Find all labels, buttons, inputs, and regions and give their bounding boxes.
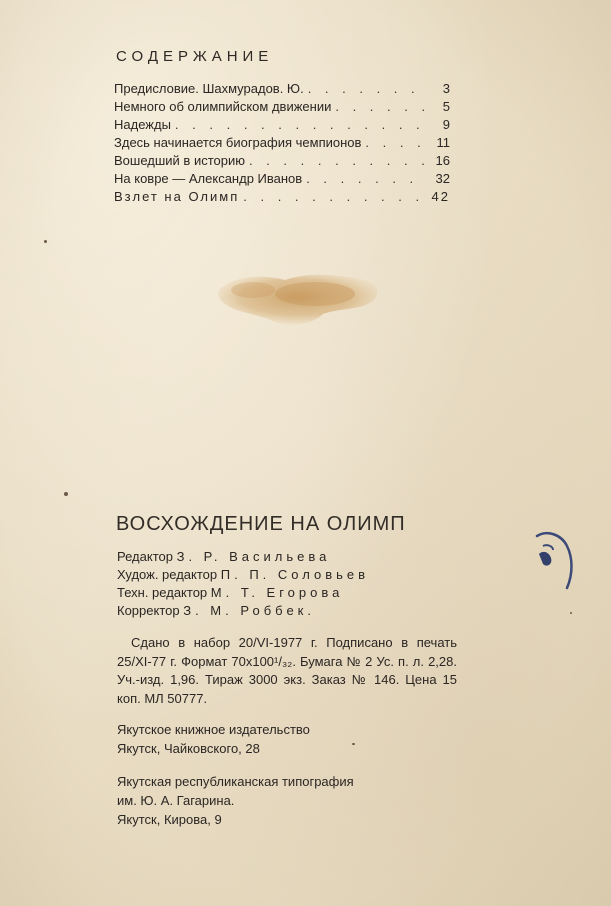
paper-stain: [215, 270, 383, 330]
credit-row: [117, 584, 369, 602]
toc-entry: [114, 98, 450, 116]
paper-speck: [44, 240, 47, 243]
credits-list: [117, 548, 369, 620]
paper-speck: [64, 492, 68, 496]
table-of-contents: [114, 80, 450, 206]
toc-entry: [114, 134, 450, 152]
toc-entry: [114, 170, 450, 188]
contents-heading: СОДЕРЖАНИЕ: [116, 48, 274, 65]
print-details: [117, 634, 457, 708]
print-details-text: Сдано в набор 20/VI-1977 г. Подписано в печать 25/XI-77 г. Формат 70x100¹/₃₂. Бумага № 2 Ус. п. л. 2,28. Уч.-изд. 1,96. Тираж 3000 экз. Заказ № 146. Цена 15 коп. МЛ 50777.: [117, 635, 457, 706]
printer-block: [117, 772, 354, 829]
toc-entry-page: 9: [442, 117, 450, 132]
toc-leader-dots: [331, 98, 426, 116]
printer-name: Якутская республиканская типография: [117, 774, 354, 789]
toc-entry-title: Вошедший в историю: [114, 153, 245, 168]
toc-leader-dots: [302, 170, 426, 188]
credit-name: З. М. Роббек.: [183, 603, 315, 618]
ink-mark: [533, 528, 579, 598]
toc-leader-dots: [245, 152, 426, 170]
toc-entry-title: Предисловие. Шахмурадов. Ю.: [114, 81, 304, 96]
toc-leader-dots: [239, 188, 426, 206]
credit-name: М. Т. Егорова: [210, 585, 344, 600]
toc-entry: [114, 152, 450, 170]
toc-entry-page: 3: [442, 81, 450, 96]
publisher-name: Якутское книжное издательство: [117, 722, 310, 737]
toc-entry-page: 16: [435, 153, 450, 168]
credit-role: Техн. редактор: [117, 585, 208, 600]
toc-entry-page: 42: [431, 189, 450, 204]
credit-name: З. Р. Васильева: [176, 549, 331, 564]
toc-entry-page: 11: [436, 135, 450, 150]
paper-speck: [352, 743, 355, 745]
printer-name-line2: им. Ю. А. Гагарина.: [117, 793, 235, 808]
toc-leader-dots: [171, 116, 426, 134]
toc-entry-page: 32: [435, 171, 450, 186]
toc-entry-title: Взлет на Олимп: [114, 189, 240, 204]
publisher-address: Якутск, Чайковского, 28: [117, 741, 260, 756]
toc-entry: [114, 116, 450, 134]
toc-entry-title: Здесь начинается биография чемпионов: [114, 135, 362, 150]
toc-entry: [114, 188, 450, 206]
paper-speck: [570, 612, 572, 614]
credit-row: [117, 566, 369, 584]
toc-entry-title: Немного об олимпийском движении: [114, 99, 332, 114]
toc-entry: [114, 80, 450, 98]
toc-entry-title: На ковре — Александр Иванов: [114, 171, 303, 186]
credit-role: Худож. редактор: [117, 567, 218, 582]
credit-role: Корректор: [117, 603, 180, 618]
printer-address: Якутск, Кирова, 9: [117, 812, 222, 827]
toc-entry-title: Надежды: [114, 117, 171, 132]
credit-role: Редактор: [117, 549, 173, 564]
credit-name: П. П. Соловьев: [220, 567, 370, 582]
credit-row: [117, 602, 369, 620]
toc-leader-dots: [304, 80, 426, 98]
credit-row: [117, 548, 369, 566]
toc-leader-dots: [361, 134, 426, 152]
book-title: ВОСХОЖДЕНИЕ НА ОЛИМП: [116, 513, 406, 535]
toc-entry-page: 5: [442, 99, 450, 114]
publisher-block: [117, 720, 310, 758]
